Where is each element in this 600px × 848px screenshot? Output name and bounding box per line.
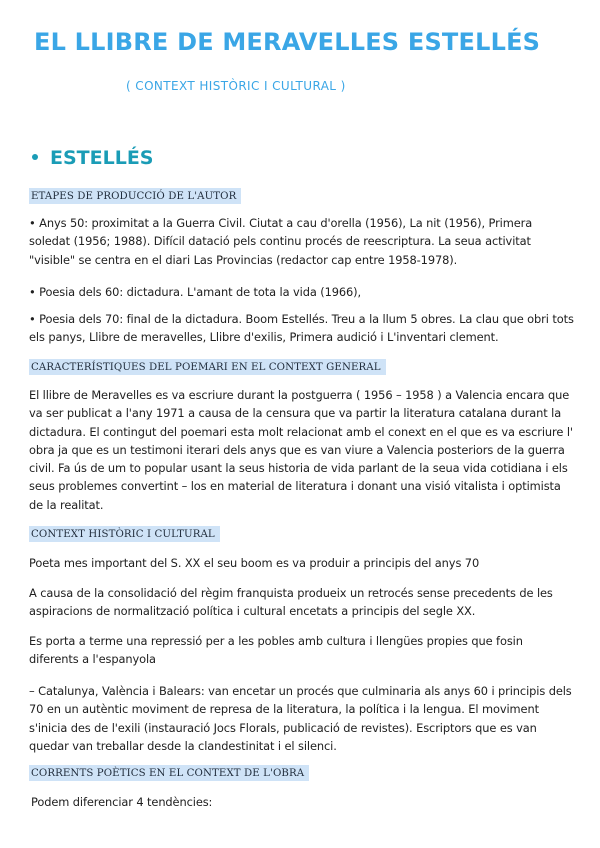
etapes-paragraph-2: • Poesia dels 60: dictadura. L'amant de tota la vida (1966), bbox=[29, 285, 362, 299]
etapes-paragraph-3: • Poesia dels 70: final de la dictadura. Boom Estellés. Treu a la llum 5 obres. La clau que obri tots els panys, Llibre de meravelles, Llibre d'exilis, Primera audició i L'inventari clement. bbox=[29, 312, 574, 345]
context-paragraph-1: Poeta mes important del S. XX el seu boom es va produir a principis del anys 70 bbox=[29, 556, 480, 570]
bullet-dot-icon bbox=[32, 154, 38, 160]
caracteristiques-paragraph-1: El llibre de Meravelles es va escriure durant la postguerra ( 1956 – 1958 ) a Valencia encara que va ser publicat a l'any 1971 a causa de la censura que va partir la literatura catalana durant la dictadura. El contingut del poemari esta molt relacionat amb el conext en el que es va escriure l' obra ja que es un testimoni iterari dels anys que es van viure a Valencia posteriors de la guerra civil. Fa ús de um to popular usant la seus historia de vida parlant de la seua vida cotidiana i els seus problemes convertint – los en material de literatura i donant una visió vitalista i optimista de la realitat. bbox=[29, 388, 573, 512]
section-heading-corrents: CORRENTS POÈTICS EN EL CONTEXT DE L'OBRA bbox=[29, 765, 309, 781]
section-heading-etapes: ETAPES DE PRODUCCIÓ DE L'AUTOR bbox=[29, 188, 241, 204]
context-paragraph-2: A causa de la consolidació del règim franquista produeix un retrocés sense precedents de les aspiracions de normalització política i cultural encetats a principis del segle XX. bbox=[29, 586, 553, 619]
heading-estelles-label: ESTELLÉS bbox=[50, 147, 154, 169]
document-title: EL LLIBRE DE MERAVELLES ESTELLÉS bbox=[34, 28, 541, 56]
context-paragraph-4: – Catalunya, València i Balears: van encetar un procés que culminaria als anys 60 i principis dels 70 en un autèntic moviment de represa de la literatura, la política i la lengua. El moviment s'inicia des de l'exili (instauració Jocs Florals, publicació de revistes). Escriptors que es van quedar van treballar desde la clandestinitat i el silenci. bbox=[29, 684, 572, 753]
etapes-paragraph-1: • Anys 50: proximitat a la Guerra Civil. Ciutat a cau d'orella (1956), La nit (1956), Primera soledat (1956; 1988). Difícil datació pels continu procés de reescriptura. La seua activitat "visible" se centra en el diari Las Provincias (redactor cap entre 1958-1978). bbox=[29, 216, 533, 267]
context-paragraph-3: Es porta a terme una repressió per a les pobles amb cultura i llengües propies que fosin diferents a l'espanyola bbox=[29, 634, 523, 667]
section-heading-caracteristiques: CARACTERÍSTIQUES DEL POEMARI EN EL CONTEXT GENERAL bbox=[29, 359, 386, 375]
section-heading-context: CONTEXT HISTÒRIC I CULTURAL bbox=[29, 526, 220, 542]
heading-estelles bbox=[32, 147, 153, 169]
document-subtitle: ( CONTEXT HISTÒRIC I CULTURAL ) bbox=[126, 79, 346, 93]
corrents-paragraph-1: Podem diferenciar 4 tendències: bbox=[31, 795, 213, 809]
